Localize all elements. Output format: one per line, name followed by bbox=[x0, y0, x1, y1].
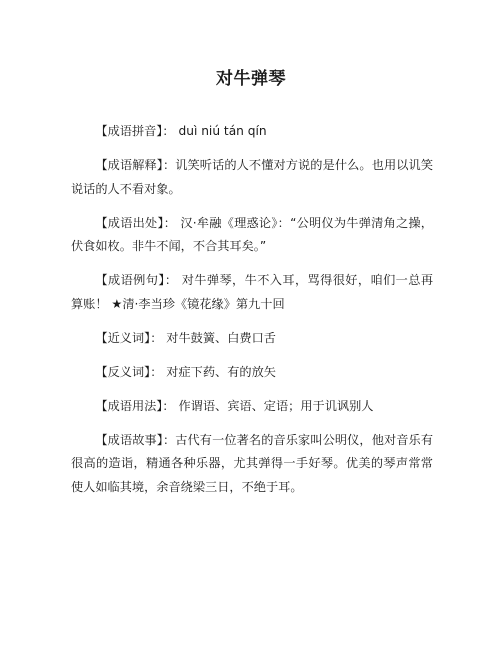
entry-label: 【成语例句】 bbox=[95, 273, 165, 287]
entry-separator: ： bbox=[150, 330, 163, 345]
entry-separator: ： bbox=[164, 273, 178, 287]
entry-text: 古代有一位著名的音乐家叫公明仪，他对音乐有很高的造诣，精通各种乐器，尤其弹得一手好琴。优美的琴声常常使人如临其境，余音绕梁三日，不绝于耳。 bbox=[71, 432, 434, 494]
entry-story bbox=[71, 429, 433, 500]
entry-separator: ： bbox=[150, 364, 163, 379]
document-body bbox=[71, 120, 433, 510]
entry-explanation bbox=[71, 154, 433, 201]
entry-pinyin bbox=[71, 120, 433, 144]
entry-separator: ： bbox=[162, 158, 176, 172]
entry-source bbox=[71, 212, 433, 259]
entry-label: 【成语拼音】 bbox=[95, 124, 163, 138]
entry-text: duì niú tán qín bbox=[178, 124, 267, 138]
entry-text: 汉·牟融《理惑论》：“公明仪为牛弹清角之操，伏食如枚。非牛不闻，不合其耳矣。” bbox=[71, 215, 433, 253]
entry-separator: ： bbox=[163, 215, 177, 230]
entry-label: 【近义词】 bbox=[95, 330, 151, 345]
entry-label: 【成语解释】 bbox=[95, 158, 163, 172]
entry-usage bbox=[71, 395, 433, 419]
entry-text: 对牛弹琴，牛不入耳，骂得很好，咱们一总再算账！ ★清·李当珍《镜花缘》第九十回 bbox=[71, 273, 434, 311]
entry-example bbox=[71, 269, 433, 316]
entry-label: 【成语出处】 bbox=[95, 215, 164, 230]
entry-text: 对牛鼓簧、白费口舌 bbox=[166, 330, 276, 345]
entry-separator: ： bbox=[162, 398, 175, 413]
entry-text: 作谓语、宾语、定语；用于讥讽别人 bbox=[178, 398, 374, 413]
entry-separator: ： bbox=[162, 124, 175, 138]
entry-antonyms bbox=[71, 361, 433, 385]
document-title: 对牛弹琴 bbox=[216, 69, 286, 89]
entry-text: 对症下药、有的放矢 bbox=[166, 364, 276, 379]
entry-separator: ： bbox=[162, 432, 176, 447]
entry-label: 【成语故事】 bbox=[95, 432, 163, 447]
entry-synonyms bbox=[71, 327, 433, 351]
entry-label: 【反义词】 bbox=[95, 364, 151, 379]
entry-text: 讥笑听话的人不懂对方说的是什么。也用以讥笑说话的人不看对象。 bbox=[71, 158, 434, 196]
entry-label: 【成语用法】 bbox=[95, 398, 163, 413]
